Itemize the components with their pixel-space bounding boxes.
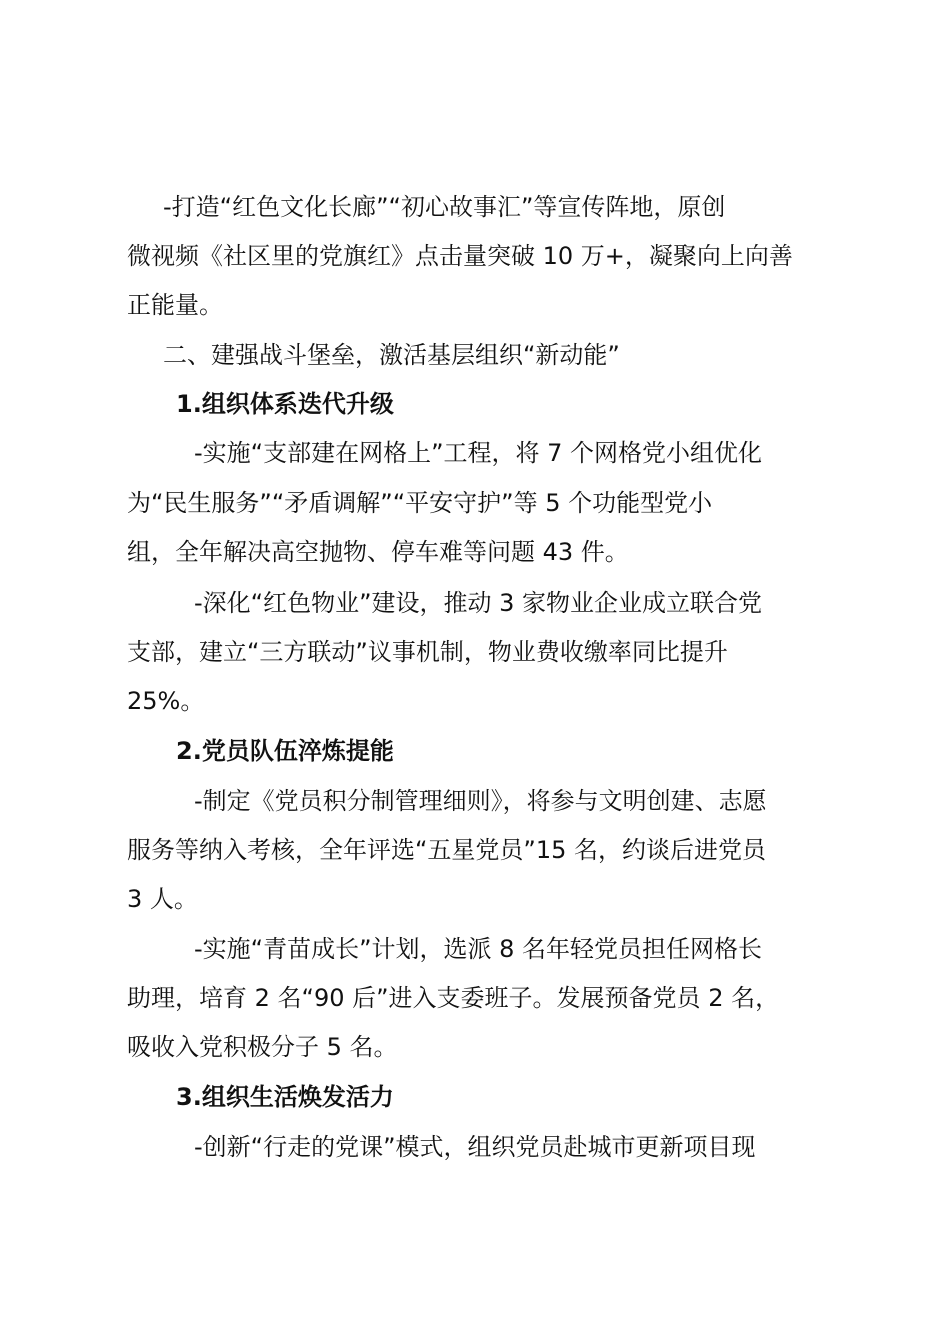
paragraph-line: 服务等纳入考核，全年评选“五星党员”15 名，约谈后进党员 xyxy=(127,836,767,864)
section-heading: 二、建强战斗堡垒，激活基层组织“新动能” xyxy=(163,341,620,369)
paragraph-line: -深化“红色物业”建设，推动 3 家物业企业成立联合党 xyxy=(194,589,763,617)
paragraph-line: 微视频《社区里的党旗红》点击量突破 10 万+，凝聚向上向善 xyxy=(127,242,793,270)
subsection-heading: 3.组织生活焕发活力 xyxy=(176,1083,394,1111)
paragraph-line: 3 人。 xyxy=(127,885,198,913)
paragraph-line: -实施“青苗成长”计划，选派 8 名年轻党员担任网格长 xyxy=(194,935,763,963)
paragraph-line: -创新“行走的党课”模式，组织党员赴城市更新项目现 xyxy=(194,1133,756,1161)
paragraph-line: -制定《党员积分制管理细则》，将参与文明创建、志愿 xyxy=(194,787,767,815)
paragraph-line: 组，全年解决高空抛物、停车难等问题 43 件。 xyxy=(127,538,629,566)
paragraph-line: 正能量。 xyxy=(127,291,223,319)
paragraph-line: 吸收入党积极分子 5 名。 xyxy=(127,1033,398,1061)
paragraph-line: 25%。 xyxy=(127,687,205,715)
paragraph-line: 助理，培育 2 名“90 后”进入支委班子。发展预备党员 2 名， xyxy=(127,984,780,1012)
paragraph-line: 为“民生服务”“矛盾调解”“平安守护”等 5 个功能型党小 xyxy=(127,489,713,517)
paragraph-line: 支部，建立“三方联动”议事机制，物业费收缴率同比提升 xyxy=(127,638,728,666)
subsection-heading: 2.党员队伍淬炼提能 xyxy=(176,737,394,765)
subsection-heading: 1.组织体系迭代升级 xyxy=(176,390,394,418)
paragraph-line: -实施“支部建在网格上”工程，将 7 个网格党小组优化 xyxy=(194,439,763,467)
paragraph-line: -打造“红色文化长廊”“初心故事汇”等宣传阵地，原创 xyxy=(163,193,726,221)
